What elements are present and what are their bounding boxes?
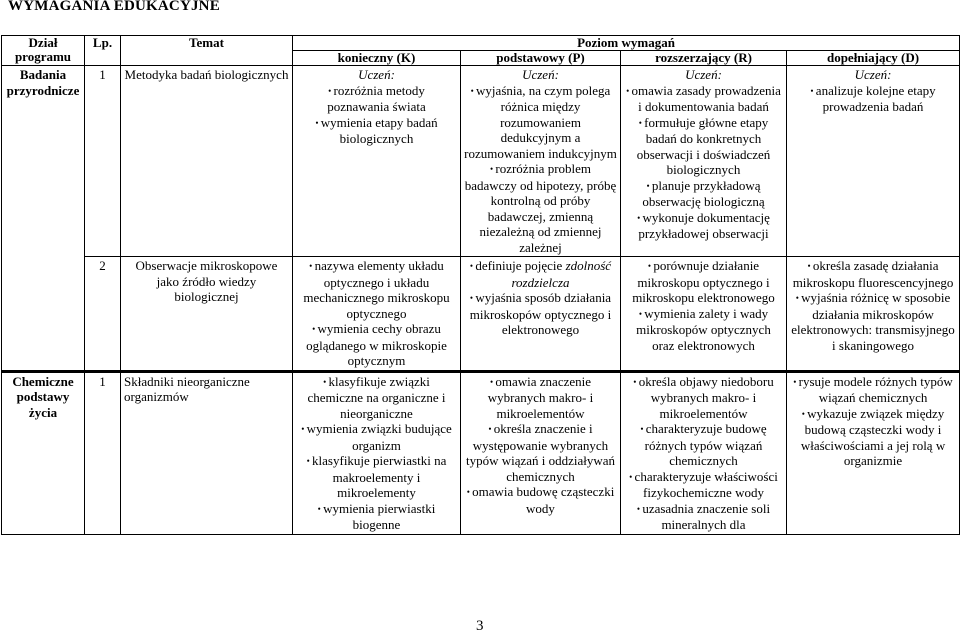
uczen-label: Uczeń: (854, 67, 892, 82)
list-item: • planuje przykładową obserwację biologiczną (624, 178, 783, 210)
header-poziom: Poziom wymagań (293, 36, 960, 51)
list-item: • wyjaśnia, na czym polega różnica między rozumowaniem dedukcyjnym a rozumowaniem indukcyjnym (464, 83, 617, 162)
list-item: • rozróżnia problem badawczy od hipotezy, próbę kontrolną od próby badawczej, zmienną niezależną od zmiennej zależnej (464, 161, 617, 255)
row-topic: Składniki nieorganiczne organizmów (121, 371, 293, 534)
list-item (464, 258, 617, 290)
cell-r (621, 257, 787, 372)
list-item: • klasyfikuje pierwiastki na makroelementy i mikroelementy (296, 453, 457, 501)
cell-d (787, 66, 960, 257)
section-name: Badania przyrodnicze (2, 66, 85, 372)
list-item: • wymienia zalety i wady mikroskopów optycznych oraz elektronowych (624, 306, 783, 354)
section-name: Chemiczne podstawy życia (2, 371, 85, 534)
table-row (2, 66, 960, 257)
uczen-label: Uczeń: (358, 67, 395, 82)
cell-k (293, 66, 461, 257)
requirements-table (1, 35, 960, 535)
list-item: • omawia znaczenie wybranych makro- i mikroelementów (464, 374, 617, 422)
cell-d (787, 257, 960, 372)
list-item: • wykazuje związek między budową cząsteczki wody i właściwościami a jej rolą w organizmie (790, 406, 956, 469)
page-number: 3 (476, 618, 484, 634)
list-item: • uzasadnia znaczenie soli mineralnych dla (624, 501, 783, 533)
row-lp: 1 (85, 66, 121, 257)
list-item: • określa zasadę działania mikroskopu fluorescencyjnego (790, 258, 956, 290)
table-row (2, 371, 960, 534)
cell-d (787, 371, 960, 534)
row-topic: Metodyka badań biologicznych (121, 66, 293, 257)
row-topic: Obserwacje mikroskopowe jako źródło wiedzy biologicznej (121, 257, 293, 372)
list-item: • wyjaśnia sposób działania mikroskopów optycznego i elektronowego (464, 290, 617, 338)
term-zdolnosc: zdolność rozdzielcza (511, 258, 612, 290)
header-level-p: podstawowy (P) (461, 51, 621, 66)
list-item: • omawia zasady prowadzenia i dokumentowania badań (624, 83, 783, 115)
list-item: • charakteryzuje budowę różnych typów wiązań chemicznych (624, 421, 783, 469)
list-item: • omawia budowę cząsteczki wody (464, 484, 617, 516)
list-item: • nazywa elementy układu optycznego i układu mechanicznego mikroskopu optycznego (296, 258, 457, 321)
list-item: • rozróżnia metody poznawania świata (296, 83, 457, 115)
uczen-label: Uczeń: (522, 67, 559, 82)
cell-k (293, 257, 461, 372)
cell-p (461, 257, 621, 372)
list-item: • formułuje główne etapy badań do konkretnych obserwacji i doświadczeń biologicznych (624, 115, 783, 178)
list-item: • analizuje kolejne etapy prowadzenia badań (790, 83, 956, 115)
header-temat: Temat (121, 36, 293, 66)
table-row (2, 257, 960, 372)
header-dzial: Dział programu (2, 36, 85, 66)
item-text: definiuje pojęcie (475, 258, 563, 273)
list-item: • wyjaśnia różnicę w sposobie działania mikroskopów elektronowych: transmisyjnego i skaningowego (790, 290, 956, 353)
row-lp: 2 (85, 257, 121, 372)
header-level-r: rozszerzający (R) (621, 51, 787, 66)
list-item: • wymienia związki budujące organizm (296, 421, 457, 453)
cell-r (621, 66, 787, 257)
list-item: • wymienia cechy obrazu oglądanego w mikroskopie optycznym (296, 321, 457, 369)
header-lp: Lp. (85, 36, 121, 66)
list-item: • charakteryzuje właściwości fizykochemiczne wody (624, 469, 783, 501)
row-lp: 1 (85, 371, 121, 534)
list-item: • rysuje modele różnych typów wiązań chemicznych (790, 374, 956, 406)
list-item: • porównuje działanie mikroskopu optycznego i mikroskopu elektronowego (624, 258, 783, 306)
list-item: • określa znaczenie i występowanie wybranych typów wiązań i oddziaływań chemicznych (464, 421, 617, 484)
cell-k (293, 371, 461, 534)
list-item: • wymienia pierwiastki biogenne (296, 501, 457, 533)
cell-p (461, 371, 621, 534)
uczen-label: Uczeń: (685, 67, 722, 82)
page-title: WYMAGANIA EDUKACYJNE (8, 0, 220, 14)
cell-r (621, 371, 787, 534)
list-item: • wymienia etapy badań biologicznych (296, 115, 457, 147)
list-item: • klasyfikuje związki chemiczne na organiczne i nieorganiczne (296, 374, 457, 422)
cell-p (461, 66, 621, 257)
list-item: • określa objawy niedoboru wybranych makro- i mikroelementów (624, 374, 783, 422)
list-item: • wykonuje dokumentację przykładowej obserwacji (624, 210, 783, 242)
header-level-k: konieczny (K) (293, 51, 461, 66)
header-level-d: dopełniający (D) (787, 51, 960, 66)
